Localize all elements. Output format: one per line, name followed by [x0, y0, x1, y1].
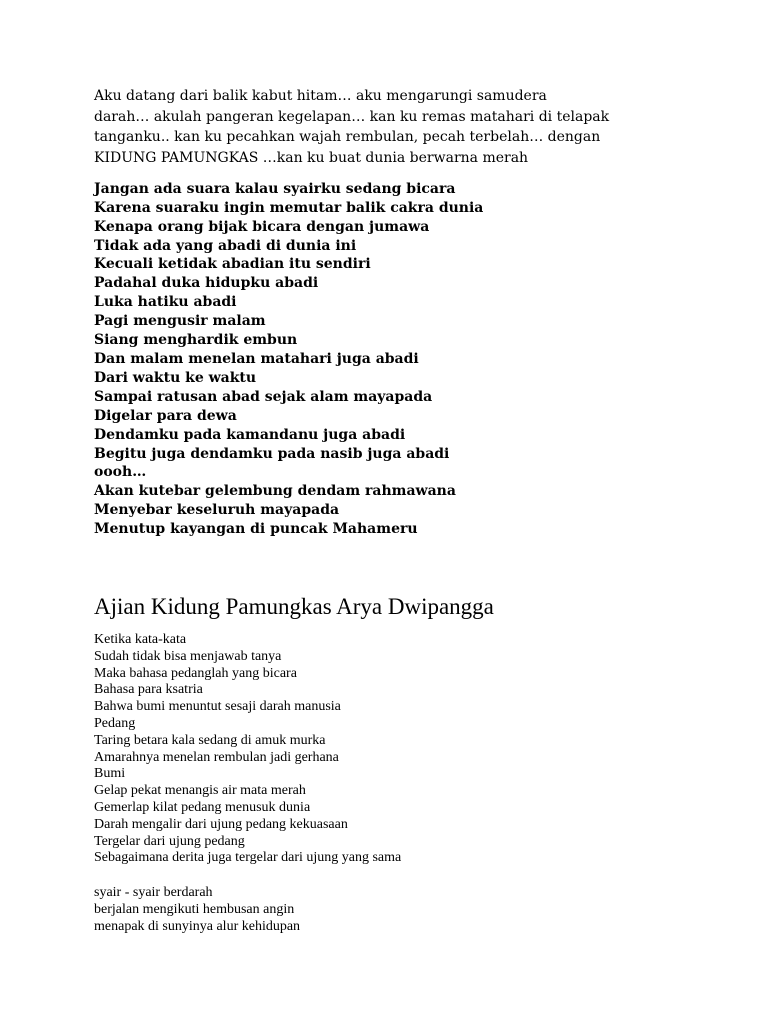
verse-line: Kecuali ketidak abadian itu sendiri [94, 256, 371, 273]
verse-line: Digelar para dewa [94, 407, 237, 424]
verse-line: Dendamku pada kamandanu juga abadi [94, 426, 406, 443]
intro-line: Aku datang dari balik kabut hitam… aku mengarungi samudera [94, 88, 547, 104]
poem-line: Sebagaimana derita juga tergelar dari ujung yang sama [94, 850, 402, 866]
verse-line: Menyebar keseluruh mayapada [94, 502, 340, 519]
poem-line: syair - syair berdarah [94, 885, 213, 900]
poem-line: Amarahnya menelan rembulan jadi gerhana [94, 749, 339, 765]
verse-line: Siang menghardik embun [94, 332, 298, 349]
poem-line: Bumi [94, 766, 126, 782]
verse-line: Begitu juga dendamku pada nasib juga abadi [94, 445, 450, 462]
verse-line: Menutup kayangan di puncak Mahameru [94, 521, 418, 538]
verse-line: Padahal duka hidupku abadi [94, 275, 319, 292]
poem-line: Gelap pekat menangis air mata merah [94, 783, 306, 799]
verse-line: oooh… [94, 464, 147, 481]
verse-line: Akan kutebar gelembung dendam rahmawana [94, 483, 456, 500]
poem-line: Taring betara kala sedang di amuk murka [94, 732, 326, 748]
poem-line: Maka bahasa pedanglah yang bicara [94, 665, 297, 681]
intro-line: darah… akulah pangeran kegelapan… kan ku remas matahari di telapak [94, 108, 610, 125]
intro-paragraph [94, 86, 694, 169]
poem-line: Pedang [94, 715, 136, 731]
verse-line: Tidak ada yang abadi di dunia ini [94, 237, 357, 254]
verse-line: Kenapa orang bijak bicara dengan jumawa [94, 218, 430, 235]
poem-line: menapak di sunyinya alur kehidupan [94, 918, 301, 934]
intro-line: KIDUNG PAMUNGKAS …kan ku buat dunia berwarna merah [94, 150, 529, 167]
poem-line: Tergelar dari ujung pedang [94, 833, 245, 849]
verse-line: Sampai ratusan abad sejak alam mayapada [94, 388, 433, 405]
verse-line: Jangan ada suara kalau syairku sedang bicara [94, 180, 456, 197]
poem-stanza [94, 632, 401, 867]
verse-line: Karena suaraku ingin memutar balik cakra dunia [94, 199, 484, 216]
bold-verse [94, 180, 694, 539]
poem-line: Ketika kata-kata [94, 632, 187, 647]
poem-line: berjalan mengikuti hembusan angin [94, 901, 295, 917]
verse-line: Dari waktu ke waktu [94, 369, 257, 386]
document-page [94, 86, 694, 934]
verse-line: Luka hatiku abadi [94, 294, 237, 311]
poem-line: Sudah tidak bisa menjawab tanya [94, 648, 282, 664]
intro-line: tanganku.. kan ku pecahkan wajah rembulan, pecah terbelah… dengan [94, 129, 601, 146]
poem-line: Gemerlap kilat pedang menusuk dunia [94, 799, 311, 815]
verse-line: Dan malam menelan matahari juga abadi [94, 350, 419, 367]
poem-line: Bahasa para ksatria [94, 682, 203, 698]
poem-line: Darah mengalir dari ujung pedang kekuasaan [94, 816, 348, 832]
poem-line: Bahwa bumi menuntut sesaji darah manusia [94, 699, 341, 715]
poem-stanza-2 [94, 885, 300, 935]
section-title: Ajian Kidung Pamungkas Arya Dwipangga [94, 594, 494, 619]
verse-line: Pagi mengusir malam [94, 313, 266, 330]
